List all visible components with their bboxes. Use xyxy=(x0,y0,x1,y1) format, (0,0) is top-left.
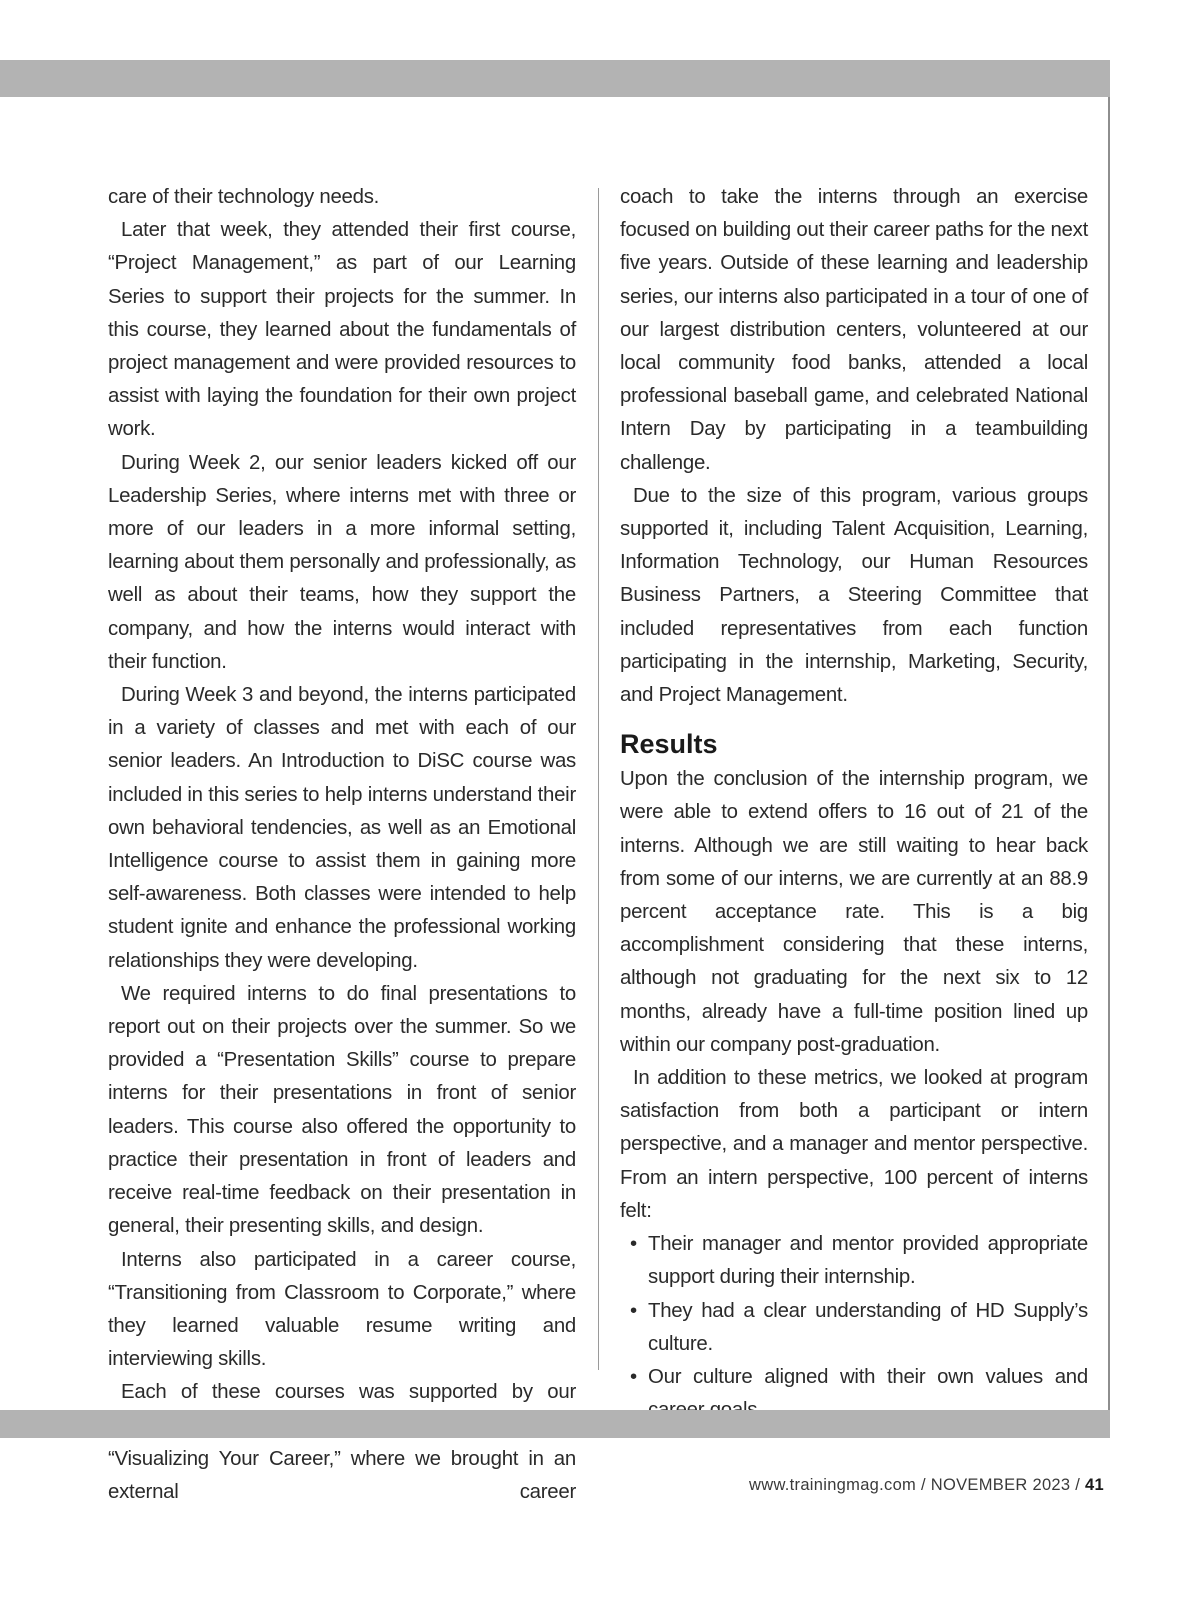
top-gray-band xyxy=(0,60,1110,97)
right-border-rule xyxy=(1108,97,1110,1410)
paragraph: coach to take the interns through an exercise focused on building out their career paths for the next five years. Outside of these learning and leadership series, our interns also participated in a tour of one of our largest distribution centers, volunteered at our local community food banks, attended a local professional baseball game, and celebrated National Intern Day by participating in a teambuilding challenge. xyxy=(620,186,1088,474)
paragraph: Upon the conclusion of the internship program, we were able to extend offers to 16 out of 21 of the interns. Although we are still waiting to hear back from some of our interns, we are currently at an 88.9 percent acceptance rate. This is a big accomplishment considering that these interns, although not graduating for the next six to 12 months, already have a full-time position lined up within our company post-graduation. xyxy=(620,768,1088,1056)
paragraph: In addition to these metrics, we looked at program satisfaction from both a participant or intern perspective, and a manager and mentor perspective. From an intern perspective, 100 percent of interns felt: xyxy=(620,1067,1088,1222)
page-footer xyxy=(749,1476,1104,1495)
footer-issue: NOVEMBER 2023 xyxy=(930,1476,1071,1494)
paragraph: Due to the size of this program, various groups supported it, including Talent Acquisition, Learning, Information Technology, our Human Resources Business Partners, a Steering Committee that included representatives from each function participating in the internship, Marketing, Security, and Project Management. xyxy=(620,484,1088,707)
paragraph: We required interns to do final presentations to report out on their projects over the summer. So we provided a “Presentation Skills” course to prepare interns for their presentations in front of senior leaders. This course also offered the opportunity to practice their presentation in front of leaders and receive real-time feedback on their presentation in general, their presenting skills, and design. xyxy=(108,982,576,1238)
list-item: • They had a clear understanding of HD Supply’s culture. xyxy=(630,1295,1088,1361)
footer-site: www.trainingmag.com xyxy=(749,1476,917,1494)
footer-separator: / xyxy=(1070,1476,1086,1494)
paragraph: care of their technology needs. xyxy=(108,186,380,208)
footer-separator: / xyxy=(916,1476,931,1494)
paragraph: Interns also participated in a career course, “Transitioning from Classroom to Corporate,” where they learned valuable resume writing and interviewing skills. xyxy=(108,1248,576,1371)
paragraph: During Week 2, our senior leaders kicked off our Leadership Series, where interns met with three or more of our leaders in a more informal setting, learning about them personally and professionally, as well as about their teams, how they support the company, and how the interns would interact with their function. xyxy=(108,451,576,673)
list-item: • Their manager and mentor provided appropriate support during their internship. xyxy=(630,1228,1088,1294)
paragraph: Later that week, they attended their first course, “Project Management,” as part of our Learning Series to support their projects for the summer. In this course, they learned about the fundamentals of project management and were provided resources to assist with laying the foundation for their own project work. xyxy=(108,219,576,441)
page-number: 41 xyxy=(1085,1476,1104,1494)
bullet-list xyxy=(620,1228,1088,1427)
column-divider xyxy=(598,188,599,1370)
paragraph: Each of these courses was supported by our “Visualizing Your Career,” where we brought in an external career xyxy=(108,1381,576,1503)
bottom-gray-band xyxy=(0,1410,1110,1438)
left-column xyxy=(108,181,576,1509)
right-column xyxy=(620,181,1088,1427)
results-heading: Results xyxy=(620,729,718,760)
list-item: • Our culture aligned with their own values and xyxy=(630,1361,1088,1427)
paragraph: During Week 3 and beyond, the interns participated in a variety of classes and met with each of our senior leaders. An Introduction to DiSC course was included in this series to help interns understand their own behavioral tendencies, as well as an Emotional Intelligence course to assist them in gaining more self-awareness. Both classes were intended to help student ignite and enhance the professional working relationships they were developing. xyxy=(108,684,576,972)
